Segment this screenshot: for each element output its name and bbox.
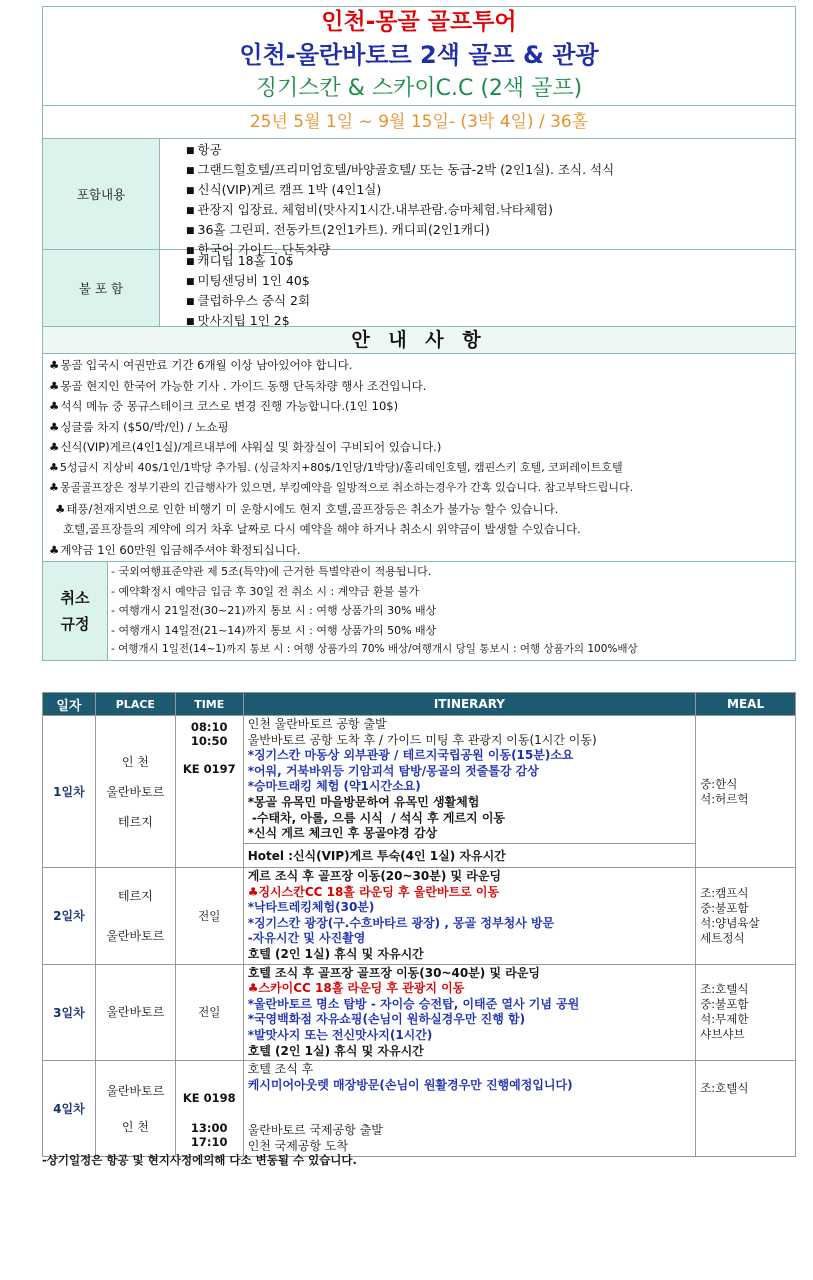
place-name: 인 천 xyxy=(121,1119,149,1134)
meal-cell xyxy=(696,716,796,868)
header-meal: MEAL xyxy=(696,693,796,716)
list-item: ■ 36홀 그린피. 전동카트(2인1카트). 캐디피(2인1캐디) xyxy=(186,221,795,241)
excluded-label: 불 포 함 xyxy=(43,250,160,326)
place-cell: 울란바토르 xyxy=(95,964,175,1061)
notice-item: ♣ 싱글룸 차지 ($50/박/인) / 노쇼핑 xyxy=(49,417,795,438)
itinerary-line: 게르 조식 후 골프장 이동(20~30분) 및 라운딩 xyxy=(247,869,502,883)
tour-info-box xyxy=(42,6,796,661)
cancel-lines xyxy=(108,562,795,660)
tour-title: 인천-몽골 골프투어 xyxy=(321,9,517,35)
header-place: PLACE xyxy=(95,693,175,716)
itinerary-line: *몽골 유목민 마을방문하여 유목민 생활체험 xyxy=(247,794,480,809)
itinerary-line: *신식 게르 체크인 후 몽골야경 감상 xyxy=(247,826,438,841)
list-item: ■ 한국어 가이드. 단독차량 xyxy=(186,241,795,261)
time-cell: 전일 xyxy=(175,868,243,965)
time-cell: 전일 xyxy=(175,964,243,1061)
place-name: 인 천 xyxy=(121,754,149,769)
itinerary-line: *승마트래킹 체험 (약1시간소요) xyxy=(247,779,421,794)
meal-cell xyxy=(696,868,796,965)
meal-item: 세트정식 xyxy=(700,930,745,945)
itinerary-line: 울란바토르 국제공항 출발 xyxy=(247,1123,383,1138)
itinerary-line: *울란바토르 명소 탐방 - 자이승 승전탑, 이태준 열사 기념 공원 xyxy=(247,996,580,1011)
time-cell xyxy=(175,1061,243,1157)
itinerary-line: 호텔 조식 후 xyxy=(247,1062,314,1077)
notice-item: ♣ 몽골 입국시 여권만료 기간 6개월 이상 남아있어야 합니다. xyxy=(49,355,795,376)
cancel-label xyxy=(43,562,108,660)
cancel-line: - 여행개시 14일전(21~14)까지 통보 시 : 여행 상품가의 50% 배상 xyxy=(111,623,437,637)
table-header-row xyxy=(43,693,796,716)
excluded-list xyxy=(160,250,795,326)
cancel-policy xyxy=(43,561,795,660)
time-cell xyxy=(175,716,243,868)
cancel-line: - 여행개시 21일전(30~21)까지 통보 시 : 여행 상품가의 30% 배상 xyxy=(111,604,437,617)
itinerary-table xyxy=(42,692,796,1157)
list-item: ■ 캐디팁 18홀 10$ xyxy=(186,252,795,272)
meal-item: 조:캠프식 xyxy=(700,885,749,900)
itinerary-lines xyxy=(244,1061,695,1155)
route-title: 인천-울란바토르 2색 골프 & 관광 xyxy=(239,41,599,69)
day-label: 3일차 xyxy=(43,964,96,1061)
itinerary-cell xyxy=(243,868,695,965)
itinerary-line: -수태차, 아롤, 으름 시식 / 석식 후 게르지 이동 xyxy=(247,810,506,825)
meal-item: 샤브샤브 xyxy=(700,1027,745,1042)
notice-item: ♣ 계약금 1인 60만원 입금해주셔야 확정되십니다. xyxy=(49,540,795,561)
time-value: 10:50 xyxy=(190,734,228,748)
itinerary-line: *국영백화점 자유쇼핑(손님이 원하실경우만 진행 함) xyxy=(247,1012,526,1027)
itinerary-line: 호텔 (2인 1실) 휴식 및 자유시간 xyxy=(247,1043,424,1058)
date-line: 25년 5월 1일 ~ 9월 15일- (3박 4일) / 36홀 xyxy=(43,105,795,139)
list-item: ■ 관장지 입장료. 체험비(맛사지1시간.내부관람.승마체험.낙타체험) xyxy=(186,201,795,221)
excluded-section xyxy=(43,250,795,327)
list-item: ■ 클럽하우스 중식 2회 xyxy=(186,292,795,312)
notice-title: 안 내 사 항 xyxy=(43,327,795,354)
itinerary-lines xyxy=(244,868,695,964)
list-item: ■ 그랜드힐호텔/프리미엄호텔/바양골호텔/ 또는 동급-2박 (2인1실). 조식. 석식 xyxy=(186,161,795,181)
itinerary-line: *어워, 거북바위등 기암괴석 탐방/몽골의 젓줄톨강 감상 xyxy=(247,763,539,778)
table-row xyxy=(43,716,796,868)
place-name: 테르지 xyxy=(117,814,153,829)
meal-item: 중:불포함 xyxy=(700,997,749,1012)
included-list xyxy=(160,139,795,257)
itinerary-line: 호텔 (2인 1실) 휴식 및 자유시간 xyxy=(247,946,424,961)
day-label: 2일차 xyxy=(43,868,96,965)
meal-cell xyxy=(696,1061,796,1157)
place-cell xyxy=(95,716,175,868)
meal-item: 석:허르헉 xyxy=(700,791,749,806)
itinerary-cell xyxy=(243,964,695,1061)
cancel-line: - 국외여행표준약관 제 5조(특약)에 근거한 특별약관이 적용됩니다. xyxy=(111,565,432,578)
header-day: 일자 xyxy=(43,693,96,716)
itinerary-line: *징기스칸 광장(구.수흐바타르 광장) , 몽골 정부청사 방문 xyxy=(247,915,555,930)
itinerary-line: ♣징시스칸CC 18홀 라운딩 후 울란바트로 이동 xyxy=(247,884,500,899)
cancel-label-a: 취소 xyxy=(60,588,90,607)
place-cell xyxy=(95,1061,175,1157)
meal-item: 중:한식 xyxy=(700,776,738,791)
meal-cell xyxy=(696,964,796,1061)
flight-number: KE 0198 xyxy=(182,1091,236,1106)
itinerary-lines xyxy=(244,716,695,843)
meal-item: 석:무제한 xyxy=(700,1012,749,1027)
header-time: TIME xyxy=(175,693,243,716)
itinerary-line: 울반바토르 공항 도착 후 / 가이드 미팅 후 관광지 이동(1시간 이동) xyxy=(247,732,597,747)
place-name: 울란바토르 xyxy=(106,784,165,799)
list-item: ■ 항공 xyxy=(186,141,795,161)
itinerary-line: ♣스카이CC 18홀 라운딩 후 관광지 이동 xyxy=(247,981,465,996)
notice-item: ♣ 몽골골프장은 정부기관의 긴급행사가 있으면, 부킹예약을 일방적으로 취소하는경우가 간혹 있습니다. 참고부탁드립니다. xyxy=(49,478,795,499)
cancel-label-b: 규정 xyxy=(60,614,90,633)
spacer xyxy=(248,1093,691,1123)
included-label: 포함내용 xyxy=(43,139,160,249)
itinerary-line: 인천 국제공항 도착 xyxy=(247,1138,349,1153)
place-name: 울란바토르 xyxy=(106,928,165,943)
itinerary-line: *발맛사지 또는 전신맛사지(1시간) xyxy=(247,1027,433,1042)
place-name: 울란바토르 xyxy=(106,1083,165,1098)
hotel-line: Hotel :신식(VIP)게르 투숙(4인 1실) 자유시간 xyxy=(244,843,695,867)
included-section xyxy=(43,139,795,257)
itinerary-line: -자유시간 및 사진촬영 xyxy=(247,931,366,946)
notice-item: 호텔,골프장들의 계약에 의거 차후 날짜로 다시 예약을 해야 하거나 취소시 위약금이 발생할 수있습니다. xyxy=(63,522,581,536)
notice-item: ♣ 태풍/천재지변으로 인한 비행기 미 운항시에도 현지 호텔,골프장등은 취소가 불가능 할수 있습니다. xyxy=(49,499,795,520)
flight-number: KE 0197 xyxy=(182,762,236,776)
table-row xyxy=(43,868,796,965)
table-row xyxy=(43,1061,796,1157)
meal-item: 조:호텔식 xyxy=(700,1081,749,1096)
itinerary-line: 호텔 조식 후 골프장 골프장 이동(30~40분) 및 라운딩 xyxy=(247,965,541,980)
cancel-line: - 여행개시 1일전(14~1)까지 통보 시 : 여행 상품가의 70% 배상/여행개시 당일 통보시 : 여행 상품가의 100%배상 xyxy=(111,643,638,655)
place-cell xyxy=(95,868,175,965)
list-item: ■ 맛사지팁 1인 2$ xyxy=(186,312,795,332)
table-row xyxy=(43,964,796,1061)
notice-item: ♣ 석식 메뉴 중 몽규스테이크 코스로 변경 진행 가능합니다.(1인 10$) xyxy=(49,396,795,417)
itinerary-cell xyxy=(243,716,695,868)
meal-item: 석:양념육살 xyxy=(700,915,760,930)
notice-item: ♣ 신식(VIP)게르(4인1실)/게르내부에 샤워실 및 화장실이 구비되어 있습니다.) xyxy=(49,437,795,458)
meal-item: 중:불포함 xyxy=(700,900,749,915)
course-title: 징기스칸 & 스카이C.C (2색 골프) xyxy=(255,76,583,101)
header-itinerary: ITINERARY xyxy=(243,693,695,716)
time-value: 13:00 xyxy=(190,1121,228,1136)
itinerary-cell xyxy=(243,1061,695,1157)
itinerary-line: 케시미어아웃렛 매장방문(손님이 원활경우만 진행예정입니다) xyxy=(247,1077,573,1092)
footnote: -상기일정은 항공 및 현지사정에의해 다소 변동될 수 있습니다. xyxy=(42,1153,357,1167)
itinerary-line: 인천 울란바토르 공항 출발 xyxy=(247,717,387,731)
meal-item: 조:호텔식 xyxy=(700,982,749,997)
notice-list xyxy=(43,354,795,561)
itinerary-line: *낙타트레킹체험(30분) xyxy=(247,900,375,915)
itinerary-line: *징기스칸 마동상 외부관광 / 테르지국립공원 이동(15분)소요 xyxy=(247,748,574,763)
list-item: ■ 신식(VIP)게르 캠프 1박 (4인1실) xyxy=(186,181,795,201)
notice-item: ♣ 5성급시 지상비 40$/1인/1박당 추가됨. (싱글차지+80$/1인당/1박당)/홀리데인호텔, 캠핀스키 호텔, 코퍼레이트호텔 xyxy=(49,458,795,479)
day-label: 1일차 xyxy=(43,716,96,868)
itinerary-lines xyxy=(244,965,695,1061)
time-value: 08:10 xyxy=(190,720,228,734)
list-item: ■ 미팅샌딩비 1인 40$ xyxy=(186,272,795,292)
notice-item: ♣ 몽골 현지인 한국어 가능한 기사 . 가이드 동행 단독차량 행사 조건입니다. xyxy=(49,376,795,397)
place-name: 테르지 xyxy=(117,888,153,903)
time-value: 17:10 xyxy=(190,1135,228,1150)
day-label: 4일차 xyxy=(43,1061,96,1157)
cancel-line: - 예약확정시 예약금 입금 후 30일 전 취소 시 : 계약금 환불 불가 xyxy=(111,584,420,598)
